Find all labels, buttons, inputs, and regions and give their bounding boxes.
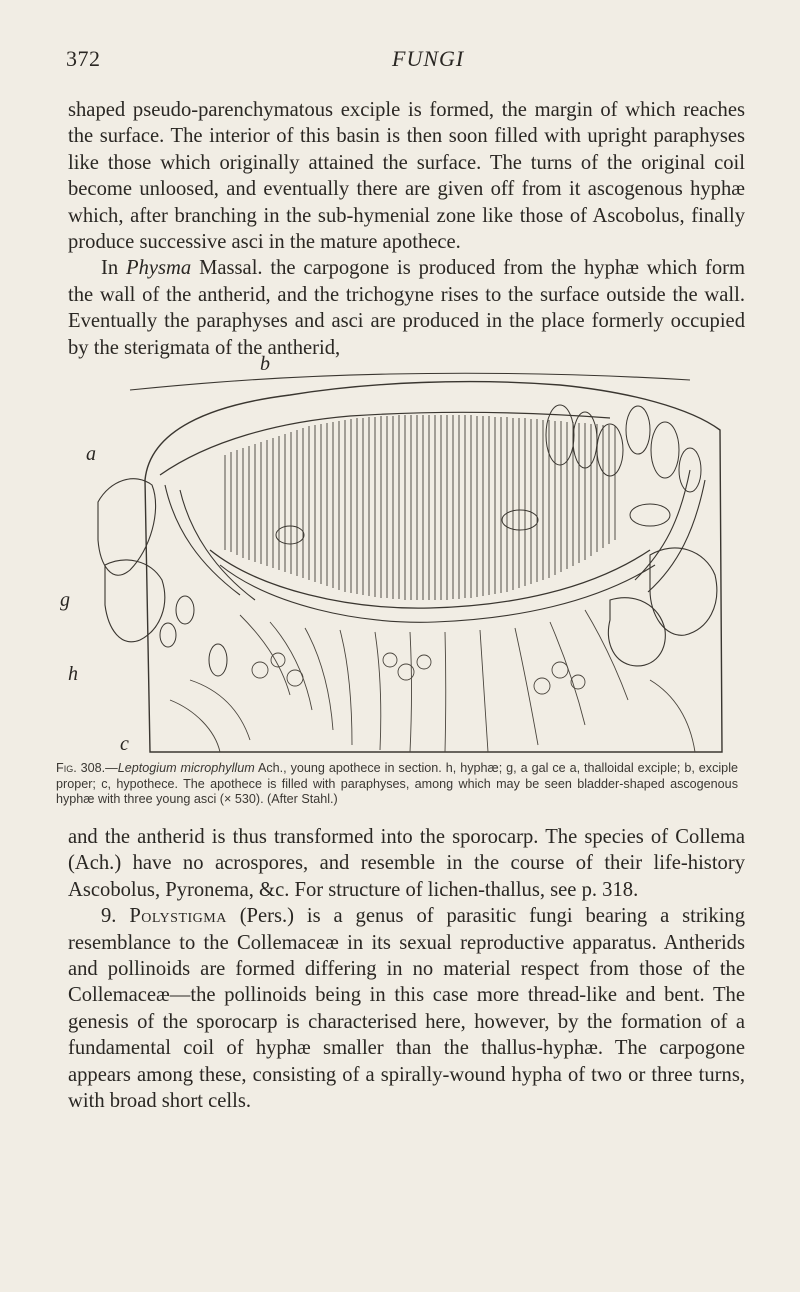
hypothece-network xyxy=(170,610,695,752)
paraphyses-hatching xyxy=(225,415,615,600)
polystigma-number: 9. xyxy=(101,905,130,928)
label-c: c xyxy=(120,733,129,755)
paragraph-polystigma xyxy=(68,903,745,1114)
genus-polystigma: Polystigma xyxy=(129,905,227,928)
label-g: g xyxy=(60,589,70,611)
body-text-top xyxy=(68,97,745,361)
genus-physma: Physma xyxy=(126,257,192,280)
caption-text: Ach., young apothece in section. h, hyphæ; g, a gal ce a, thalloidal exciple; b, exciple proper; c, hypothece. The apothece is filled with paraphyses, among which may be seen bladder-shaped ascogenous hyphæ with three young asci (× 530). (After Stahl.) xyxy=(56,761,738,806)
physma-rest: Massal. the carpogone is produced from the hyphæ which form the wall of the antherid, and the trichogyne rises to the surface outside the wall. Eventually the paraphyses and asci are produced in the place formerly occupied by the sterigmata of the antherid, xyxy=(68,257,745,359)
running-title: FUNGI xyxy=(392,46,465,71)
apothece-section-engraving xyxy=(60,353,730,755)
paragraph-exciple: shaped pseudo-parenchymatous exciple is formed, the margin of which reaches the surface. The interior of this basin is then soon filled with upright paraphyses like those which originally attained the surface. The turns of the original coil become unloosed, and eventually there are given off from it ascogenous hyphæ which, after branching in the sub-hymenial zone like those of Ascobolus, finally produce successive asci in the mature apothece. xyxy=(68,99,745,254)
label-a: a xyxy=(86,443,96,465)
figure-caption xyxy=(56,761,738,808)
polystigma-rest: (Pers.) is a genus of parasitic fungi bearing a striking resemblance to the Collemaceæ in its sexual reproductive apparatus. Antherids and pollinoids are formed differing in no material respect from those of the Collemaceæ—the pollinoids being in this case more thread-like and bent. The genesis of the sporocarp is characterised here, however, by the formation of a fundamental coil of hyphæ smaller than the thallus-hyphæ. The carpogone appears among these, consisting of a spirally-wound hypha of two or three turns, with broad short cells. xyxy=(68,905,746,1113)
apothece-engraving xyxy=(98,373,722,752)
asci-ovals xyxy=(160,405,701,676)
physma-prefix: In xyxy=(101,257,127,280)
body-text-bottom xyxy=(68,824,745,1114)
label-h: h xyxy=(68,663,78,685)
page-number: 372 xyxy=(66,46,101,71)
paragraph-physma xyxy=(68,255,745,361)
paragraph-antherid: and the antherid is thus transformed into the sporocarp. The species of Collema (Ach.) have no acrospores, and resemble in the course of their life-history Ascobolus, Pyronema, &c. For structure of lichen-thallus, see p. 318. xyxy=(68,826,745,901)
running-head xyxy=(66,46,746,76)
caption-paragraph: Fig. 308.—Leptogium microphyllum Ach., young apothece in section. h, hyphæ; g, a gal ce a, thalloidal exciple; b, exciple proper; c, hypothece. The apothece is filled with paraphyses, among which may be seen bladder-shaped ascogenous hyphæ with three young asci (× 530). (After Stahl.) xyxy=(56,761,738,806)
caption-species: Leptogium microphyllum xyxy=(117,761,255,775)
figure-308 xyxy=(60,353,730,755)
caption-fig-label: Fig. 308. xyxy=(56,761,106,775)
label-b: b xyxy=(260,353,270,375)
